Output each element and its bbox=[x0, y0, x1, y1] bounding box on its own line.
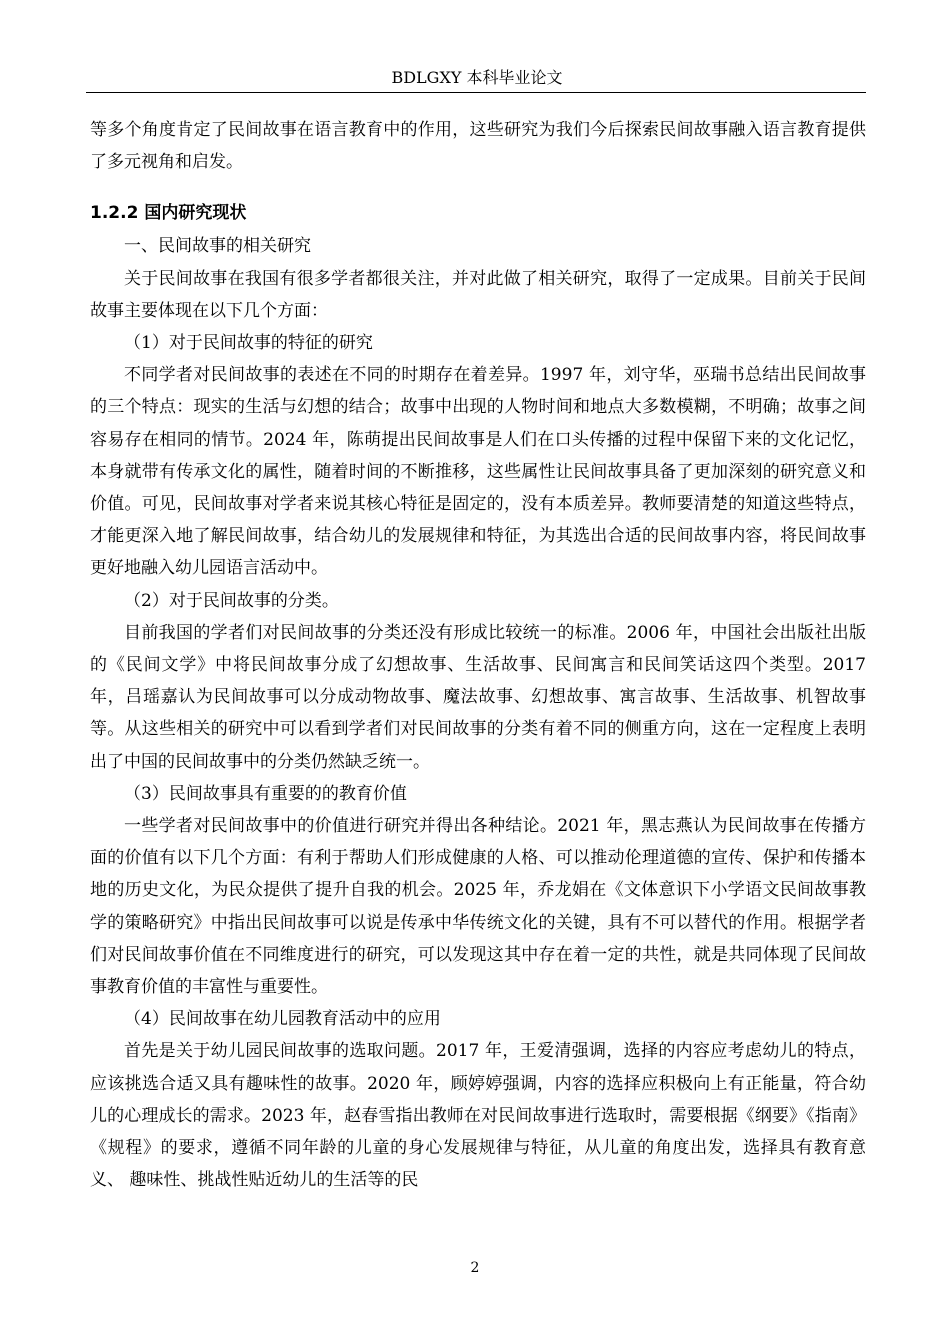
item3-paragraph: 一些学者对民间故事中的价值进行研究并得出各种结论。2021 年，黑志燕认为民间故事在传播方面的价值有以下几个方面：有利于帮助人们形成健康的人格、可以推动伦理道德的宣传、保护和传播本地的历史文化，为民众提供了提升自我的机会。2025 年，乔龙娟在《文体意识下小学语文民间故事教学的策略研究》中指出民间故事可以说是传承中华传统文化的关键，具有不可以替代的作用。根据学者们对民间故事价值在不同维度进行的研究，可以发现这其中存在着一定的共性，就是共同体现了民间故事教育价值的丰富性与重要性。 bbox=[90, 816, 866, 998]
item2-title: （2）对于民间故事的分类。 bbox=[124, 590, 339, 611]
page-header: BDLGXY 本科毕业论文 bbox=[391, 68, 563, 87]
section-heading: 1.2.2 国内研究现状 bbox=[90, 203, 247, 224]
item1-paragraph: 不同学者对民间故事的表述在不同的时期存在着差异。1997 年，刘守华，巫瑞书总结出民间故事的三个特点：现实的生活与幻想的结合；故事中出现的人物时间和地点大多数模糊，不明确；故事之间容易存在相同的情节。2024 年，陈萌提出民间故事是人们在口头传播的过程中保留下来的文化记忆，本身就带有传承文化的属性，随着时间的不断推移，这些属性让民间故事具备了更加深刻的研究意义和价值。可见，民间故事对学者来说其核心特征是固定的，没有本质差异。教师要清楚的知道这些特点，才能更深入地了解民间故事，结合幼儿的发展规律和特征，为其选出合适的民间故事内容，将民间故事更好地融入幼儿园语言活动中。 bbox=[90, 365, 866, 579]
paragraph-overview: 关于民间故事在我国有很多学者都很关注，并对此做了相关研究，取得了一定成果。目前关于民间故事主要体现在以下几个方面： bbox=[90, 268, 866, 321]
page-body bbox=[90, 114, 866, 1197]
paragraph-intro: 等多个角度肯定了民间故事在语言教育中的作用，这些研究为我们今后探索民间故事融入语言教育提供了多元视角和启发。 bbox=[90, 120, 866, 173]
item1-title: （1）对于民间故事的特征的研究 bbox=[124, 333, 373, 354]
item2-paragraph: 目前我国的学者们对民间故事的分类还没有形成比较统一的标准。2006 年，中国社会出版社出版的《民间文学》中将民间故事分成了幻想故事、生活故事、民间寓言和民间笑话这四个类型。2017 年，吕瑶嘉认为民间故事可以分成动物故事、魔法故事、幻想故事、寓言故事、生活故事、机智故事等。从这些相关的研究中可以看到学者们对民间故事的分类有着不同的侧重方向，这在一定程度上表明出了中国的民间故事中的分类仍然缺乏统一。 bbox=[90, 622, 866, 772]
sub-heading: 一、民间故事的相关研究 bbox=[124, 236, 311, 257]
header-rule bbox=[86, 92, 866, 93]
item3-title: （3）民间故事具有重要的的教育价值 bbox=[124, 783, 407, 804]
item4-paragraph: 首先是关于幼儿园民间故事的选取问题。2017 年，王爱清强调，选择的内容应考虑幼儿的特点，应该挑选合适又具有趣味性的故事。2020 年，顾婷婷强调，内容的选择应积极向上有正能量，符合幼儿的心理成长的需求。2023 年，赵春雪指出教师在对民间故事进行选取时，需要根据《纲要》《指南》《规程》的要求，遵循不同年龄的儿童的身心发展规律与特征，从儿童的角度出发，选择具有教育意义、 趣味性、挑战性贴近幼儿的生活等的民 bbox=[90, 1041, 866, 1191]
item4-title: （4）民间故事在幼儿园教育活动中的应用 bbox=[124, 1009, 441, 1030]
page-number: 2 bbox=[470, 1260, 480, 1276]
